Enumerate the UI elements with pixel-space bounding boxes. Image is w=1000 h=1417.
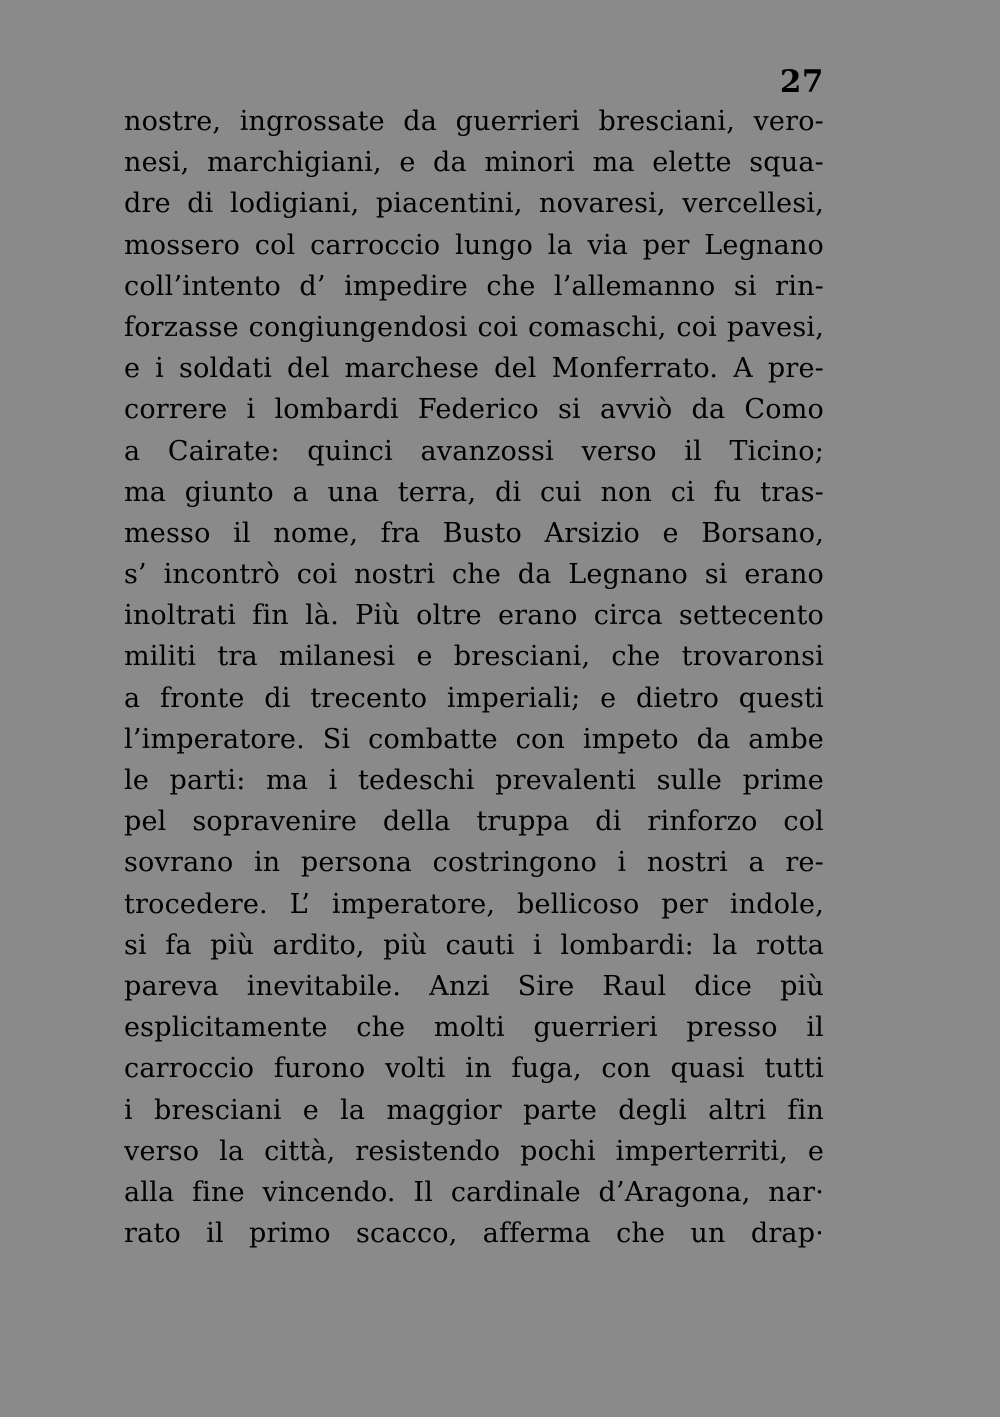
text-line: coll’intento d’ impedire che l’allemanno si rin- <box>124 270 824 302</box>
text-line: pel sopravenire della truppa di rinforzo col <box>124 806 824 838</box>
text-line: correre i lombardi Federico si avviò da Como <box>124 394 824 426</box>
text-line: mossero col carroccio lungo la via per Legnano <box>124 229 824 261</box>
text-line: si fa più ardito, più cauti i lombardi: la rotta <box>124 929 824 961</box>
text-line: alla fine vincendo. Il cardinale d’Aragona, nar· <box>124 1176 824 1208</box>
text-line: trocedere. L’ imperatore, bellicoso per indole, <box>124 888 824 920</box>
text-line: sovrano in persona costringono i nostri a re- <box>124 847 824 879</box>
text-line: i bresciani e la maggior parte degli altri fin <box>124 1094 824 1126</box>
text-line: a fronte di trecento imperiali; e dietro questi <box>124 682 824 714</box>
text-line: ma giunto a una terra, di cui non ci fu tras- <box>124 476 824 508</box>
page-number: 27 <box>779 64 824 100</box>
text-line: l’imperatore. Si combatte con impeto da ambe <box>124 723 824 755</box>
text-line: a Cairate: quinci avanzossi verso il Ticino; <box>124 435 824 467</box>
text-line: s’ incontrò coi nostri che da Legnano si erano <box>124 559 824 591</box>
text-line: e i soldati del marchese del Monferrato. A pre- <box>124 353 824 385</box>
text-line: verso la città, resistendo pochi imperterriti, e <box>124 1135 824 1167</box>
text-line: esplicitamente che molti guerrieri presso il <box>124 1012 824 1044</box>
text-line: nostre, ingrossate da guerrieri bresciani, vero- <box>124 106 824 137</box>
text-line: rato il primo scacco, afferma che un drap· <box>124 1218 824 1250</box>
body-text <box>124 101 824 1254</box>
text-line: forzasse congiungendosi coi comaschi, coi pavesi, <box>124 311 824 343</box>
text-line: carroccio furono volti in fuga, con quasi tutti <box>124 1053 824 1085</box>
text-line: nesi, marchigiani, e da minori ma elette squa- <box>124 147 824 179</box>
text-line: le parti: ma i tedeschi prevalenti sulle prime <box>124 765 824 796</box>
text-line: pareva inevitabile. Anzi Sire Raul dice più <box>124 970 824 1002</box>
text-line: inoltrati fin là. Più oltre erano circa settecento <box>124 600 824 632</box>
text-line: militi tra milanesi e bresciani, che trovaronsi <box>124 641 824 673</box>
text-line: messo il nome, fra Busto Arsizio e Borsano, <box>124 517 824 549</box>
text-line: dre di lodigiani, piacentini, novaresi, vercellesi, <box>124 188 824 220</box>
